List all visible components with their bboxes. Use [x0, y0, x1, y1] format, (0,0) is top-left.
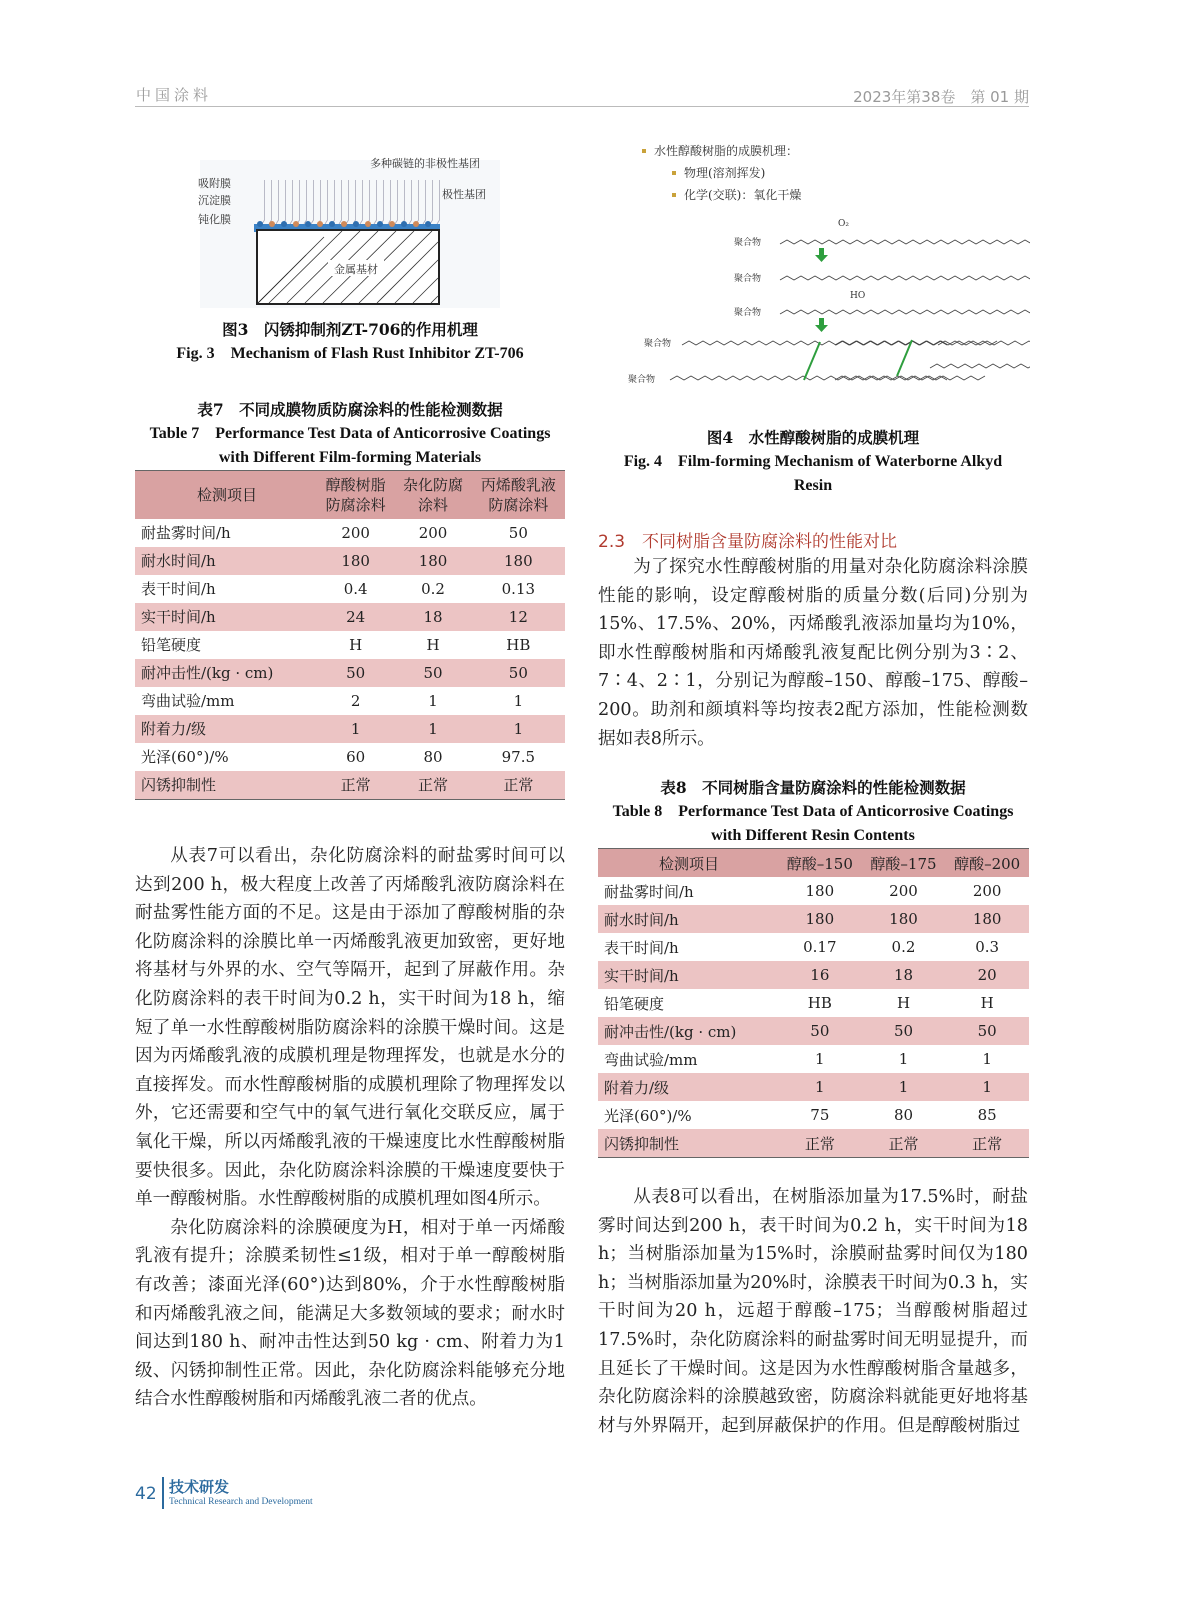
section-heading: 2.3 不同树脂含量防腐涂料的性能对比: [598, 532, 898, 552]
column-header: 醇酸–175: [870, 854, 937, 873]
cell-value: 1: [815, 1050, 825, 1068]
label-precipitation: 沉淀膜: [198, 194, 231, 207]
figure-4-caption: [598, 426, 1028, 498]
label-substrate: 金属基材: [334, 263, 378, 276]
figure-3-caption-cn: 图3 闪锈抑制剂ZT-706的作用机理: [222, 320, 478, 339]
figure-3-caption-en: Fig. 3 Mechanism of Flash Rust Inhibitor ZT-706: [176, 345, 524, 362]
table-8-title-cn: 表8 不同树脂含量防腐涂料的性能检测数据: [660, 778, 966, 797]
column-header: 杂化防腐涂料: [403, 475, 464, 514]
cell-value: 1: [898, 1050, 909, 1068]
row-label: 耐冲击性/(kg · cm): [141, 664, 274, 682]
fig4-bullet: 水性醇酸树脂的成膜机理：: [654, 144, 799, 158]
cell-value: 97.5: [501, 747, 536, 766]
label-adsorption: 吸附膜: [198, 177, 231, 190]
cell-value: 180: [972, 910, 1002, 928]
table-8-title-en: Table 8 Performance Test Data of Anticorrosive Coatings with Different Resin Contents: [612, 803, 1014, 844]
row-label: 耐盐雾时间/h: [604, 882, 694, 901]
cell-value: H: [980, 994, 994, 1012]
table-row: [598, 961, 1029, 989]
cell-value: 200: [418, 523, 448, 542]
cell-value: 24: [346, 607, 366, 626]
table-row: [135, 519, 565, 547]
cell-value: 1: [982, 1078, 992, 1096]
figure-4-diagram: [620, 140, 1030, 390]
cell-value: 180: [805, 882, 835, 900]
table-row: [598, 1045, 1029, 1073]
column-header: 丙烯酸乳液防腐涂料: [480, 475, 556, 514]
label-nonpolar: 多种碳链的非极性基团: [370, 157, 480, 170]
cell-value: 180: [504, 551, 533, 570]
cell-value: 1: [815, 1078, 825, 1096]
paragraph: 从表8可以看出，在树脂添加量为17.5%时，耐盐雾时间达到200 h，表干时间为0.2 h，实干时间为18 h；当树脂添加量为15%时，涂膜耐盐雾时间仅为180 h；当树脂添加量为20%时，涂膜表干时间为0.3 h，实干时间为20 h，远超于醇酸–175；当醇酸树脂超过17.5%时，杂化防腐涂料的耐盐雾时间无明显提升，而且延长了干燥时间。这是因为水性醇酸树脂含量越多，杂化防腐涂料的涂膜越致密，防腐涂料就能更好地将基材与外界隔开，起到屏蔽保护的作用。但是醇酸树脂过: [598, 1187, 1028, 1436]
cell-value: 85: [977, 1106, 997, 1124]
left-body-text: [135, 842, 565, 1414]
cell-value: HB: [506, 635, 531, 654]
cell-value: 1: [428, 719, 438, 738]
row-label: 耐水时间/h: [604, 910, 679, 929]
row-label: 耐水时间/h: [141, 552, 216, 570]
cell-value: 180: [889, 910, 918, 928]
table-row: [135, 743, 565, 771]
cell-value: 0.4: [343, 579, 368, 598]
cell-value: 0.3: [975, 938, 1000, 956]
separator-slash: [804, 340, 912, 380]
cell-value: 75: [810, 1106, 830, 1124]
table-row: [598, 1073, 1029, 1101]
table-row: [598, 1129, 1029, 1158]
cell-value: 16: [810, 966, 830, 984]
cell-value: 2: [350, 691, 361, 710]
cell-value: 正常: [418, 776, 449, 794]
cell-value: HB: [807, 994, 832, 1012]
cell-value: 正常: [972, 1134, 1003, 1153]
cell-value: 12: [508, 607, 528, 626]
o2-label: O₂: [838, 219, 849, 229]
cell-value: 180: [341, 551, 370, 570]
table-7-title-cn: 表7 不同成膜物质防腐涂料的性能检测数据: [197, 400, 503, 419]
page-number: 42: [135, 1484, 157, 1504]
column-header: 检测项目: [658, 854, 719, 873]
table-row: [598, 1017, 1029, 1045]
row-label: 耐盐雾时间/h: [141, 524, 231, 542]
cell-value: 1: [898, 1078, 909, 1096]
table-row: [135, 687, 565, 715]
figure-3-diagram: [190, 150, 510, 310]
cell-value: 正常: [888, 1134, 919, 1153]
row-label: 光泽(60°)/%: [604, 1106, 692, 1125]
polymer-label: 聚合物: [734, 238, 762, 248]
cell-value: 50: [423, 663, 443, 682]
row-label: 实干时间/h: [141, 608, 216, 626]
table-row: [598, 933, 1029, 961]
hoo-label: HO: [850, 291, 866, 301]
polymer-label: 聚合物: [628, 375, 656, 385]
row-label: 弯曲试验/mm: [141, 692, 235, 710]
column-header: 检测项目: [196, 486, 257, 505]
table-row: [598, 989, 1029, 1017]
cell-value: 0.2: [421, 579, 445, 598]
row-label: 附着力/级: [141, 720, 207, 738]
paragraph: 从表7可以看出，杂化防腐涂料的耐盐雾时间可以达到200 h，极大程度上改善了丙烯酸乳液防腐涂料在耐盐雾性能方面的不足。这是由于添加了醇酸树脂的杂化防腐涂料的涂膜比单一丙烯酸乳液更加致密，更好地将基材与外界的水、空气等隔开，起到了屏蔽作用。杂化防腐涂料的表干时间为0.2 h，实干时间为18 h，缩短了单一水性醇酸树脂防腐涂料的涂膜干燥时间。这是因为丙烯酸乳液的成膜机理是物理挥发，也就是水分的直接挥发。而水性醇酸树脂的成膜机理除了物理挥发以外，它还需要和空气中的氧气进行氧化交联反应，属于氧化干燥，所以丙烯酸乳液的干燥速度比水性醇酸树脂要快很多。因此，杂化防腐涂料涂膜的干燥速度要快于单一醇酸树脂。水性醇酸树脂的成膜机理如图4所示。: [135, 846, 565, 1210]
cell-value: 18: [423, 607, 443, 626]
cell-value: 0.13: [501, 579, 536, 598]
table-row: [135, 603, 565, 631]
cell-value: 180: [805, 910, 835, 928]
polymer-label: 聚合物: [644, 339, 672, 349]
table-8-title: [598, 776, 1028, 848]
cell-value: 0.2: [891, 938, 916, 956]
cell-value: 正常: [340, 776, 371, 794]
cell-value: 正常: [804, 1134, 835, 1153]
polymer-label: 聚合物: [734, 308, 762, 318]
table-8: [598, 848, 1029, 1158]
table-7-title: [135, 398, 565, 470]
cell-value: 200: [341, 523, 370, 542]
cell-value: 50: [977, 1022, 997, 1040]
figure-4-caption-en: Fig. 4 Film-forming Mechanism of Waterborne Alkyd Resin: [623, 453, 1003, 494]
table-row: [135, 715, 565, 743]
table-row: [598, 1101, 1029, 1129]
table-row: [598, 877, 1029, 905]
cell-value: 50: [810, 1022, 830, 1040]
table-row: [135, 631, 565, 659]
paragraph: 杂化防腐涂料的涂膜硬度为H，相对于单一丙烯酸乳液有提升；涂膜柔韧性≤1级，相对于单一醇酸树脂有改善；漆面光泽(60°)达到80%，介于水性醇酸树脂和丙烯酸乳液之间，能满足大多数领域的要求；耐水时间达到180 h、耐冲击性达到50 kg · cm、附着力为1级、闪锈抑制性正常。因此，杂化防腐涂料能够充分地结合水性醇酸树脂和丙烯酸乳液二者的优点。: [135, 1217, 565, 1410]
label-passivation: 钝化膜: [198, 213, 231, 226]
polymer-label: 聚合物: [734, 274, 762, 284]
footer-divider: [162, 1477, 164, 1509]
row-label: 表干时间/h: [604, 938, 679, 957]
cell-value: 200: [972, 882, 1002, 900]
table-7: [135, 470, 565, 800]
cell-value: 50: [893, 1022, 914, 1040]
right-body-text-2: [598, 1183, 1028, 1440]
cell-value: 80: [893, 1106, 914, 1124]
footer-section-cn: 技术研发: [169, 1478, 230, 1496]
cell-value: 50: [346, 663, 366, 682]
cell-value: 50: [508, 663, 528, 682]
row-label: 实干时间/h: [604, 966, 679, 985]
fig4-bullet: 化学(交联)：氧化干燥: [684, 188, 802, 202]
row-label: 闪锈抑制性: [141, 776, 217, 794]
table-row: [135, 659, 565, 687]
row-label: 表干时间/h: [141, 580, 216, 598]
journal-name: 中国涂料: [136, 86, 213, 104]
cell-value: 1: [428, 691, 438, 710]
cell-value: H: [896, 994, 911, 1012]
table-7-title-en: Table 7 Performance Test Data of Anticorrosive Coatings with Different Film-forming Materials: [149, 425, 551, 466]
row-label: 闪锈抑制性: [604, 1134, 680, 1153]
column-header: 醇酸树脂防腐涂料: [325, 475, 386, 514]
row-label: 弯曲试验/mm: [604, 1050, 698, 1069]
table-row: [135, 575, 565, 603]
footer-section-en: Technical Research and Development: [169, 1497, 313, 1507]
table-row: [598, 905, 1029, 933]
column-header: 醇酸–150: [786, 854, 853, 873]
row-label: 铅笔硬度: [604, 994, 665, 1013]
column-header: 醇酸–200: [954, 854, 1021, 873]
cell-value: 180: [418, 551, 448, 570]
table-row: [135, 547, 565, 575]
fig4-bullet: 物理(溶剂挥发): [684, 166, 766, 180]
label-polar: 极性基团: [442, 188, 486, 201]
cell-value: 18: [893, 966, 914, 984]
figure-3-caption: [135, 318, 565, 366]
cell-value: 1: [513, 691, 524, 710]
cell-value: 50: [508, 523, 528, 542]
row-label: 耐冲击性/(kg · cm): [604, 1022, 737, 1041]
cell-value: H: [426, 635, 440, 654]
cell-value: 1: [513, 719, 524, 738]
cell-value: 80: [423, 747, 443, 766]
header-divider: [135, 106, 1029, 107]
cell-value: 60: [346, 747, 366, 766]
figure-4-caption-cn: 图4 水性醇酸树脂的成膜机理: [706, 428, 920, 447]
row-label: 光泽(60°)/%: [141, 748, 229, 766]
cell-value: 1: [982, 1050, 992, 1068]
cell-value: 1: [350, 719, 361, 738]
table-row: [135, 771, 565, 800]
cell-value: 20: [977, 966, 997, 984]
row-label: 铅笔硬度: [141, 636, 202, 654]
issue-info: 2023年第38卷 第 01 期: [853, 88, 1029, 106]
cell-value: H: [349, 635, 363, 654]
cell-value: 200: [889, 882, 918, 900]
cell-value: 0.17: [803, 938, 837, 956]
row-label: 附着力/级: [604, 1078, 670, 1097]
green-arrow-icon: [815, 248, 828, 332]
paragraph: 为了探究水性醇酸树脂的用量对杂化防腐涂料涂膜性能的影响，设定醇酸树脂的质量分数(后同)分别为15%、17.5%、20%，丙烯酸乳液添加量均为10%，即水性醇酸树脂和丙烯酸乳液复配比例分别为3∶2、7∶4、2∶1，分别记为醇酸–150、醇酸–175、醇酸–200。助剂和颜填料等均按表2配方添加，性能检测数据如表8所示。: [598, 557, 1028, 749]
cell-value: 正常: [503, 776, 534, 794]
right-body-text-1: [598, 553, 1028, 753]
